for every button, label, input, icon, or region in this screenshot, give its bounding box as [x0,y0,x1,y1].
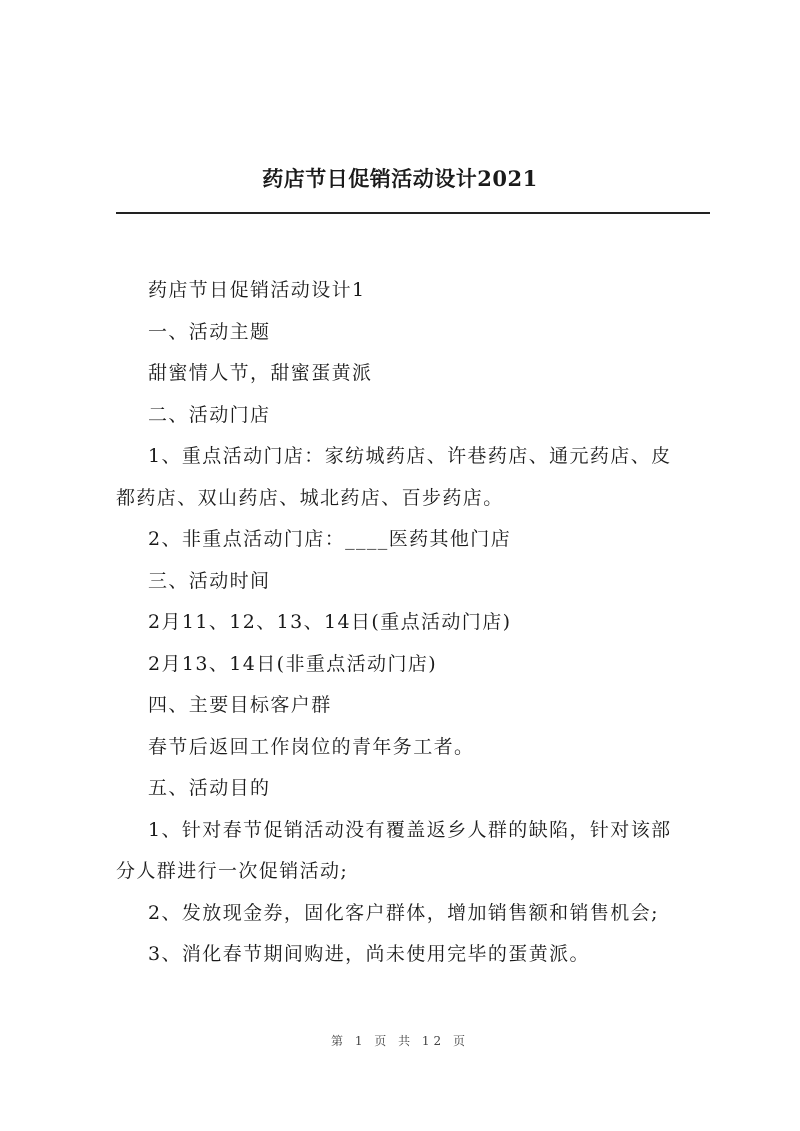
paragraph-purpose-1: 1、针对春节促销活动没有覆盖返乡人群的缺陷，针对该部 [148,818,672,841]
paragraph-purpose-3: 3、消化春节期间购进，尚未使用完毕的蛋黄派。 [148,943,590,965]
paragraph-key-stores: 1、重点活动门店：家纺城药店、许巷药店、通元药店、皮 [148,445,672,467]
paragraph-subtitle: 药店节日促销活动设计1 [148,279,366,301]
title-divider [116,212,710,214]
page-number-footer: 第 1 页 共 12 页 [331,1034,469,1048]
paragraph-theme: 甜蜜情人节，甜蜜蛋黄派 [148,362,373,384]
paragraph-purpose-2: 2、发放现金券，固化客户群体，增加销售额和销售机会; [148,901,659,924]
heading-target-customers: 四、主要目标客户群 [148,694,332,716]
paragraph-target-customers: 春节后返回工作岗位的青年务工者。 [148,735,475,758]
heading-activity-purpose: 五、活动目的 [148,777,271,799]
document-body [116,270,708,976]
heading-activity-time: 三、活动时间 [148,569,271,592]
paragraph-time-key-stores: 2月11、12、13、14日(重点活动门店) [148,611,512,633]
paragraph-purpose-1-continued: 分人群进行一次促销活动; [116,860,349,882]
paragraph-key-stores-continued: 都药店、双山药店、城北药店、百步药店。 [116,486,504,509]
paragraph-other-stores: 2、非重点活动门店：____医药其他门店 [148,528,512,550]
document-title: 药店节日促销活动设计2021 [262,166,538,191]
paragraph-time-other-stores: 2月13、14日(非重点活动门店) [148,652,438,675]
heading-activity-theme: 一、活动主题 [148,320,271,343]
heading-activity-stores: 二、活动门店 [148,403,271,426]
